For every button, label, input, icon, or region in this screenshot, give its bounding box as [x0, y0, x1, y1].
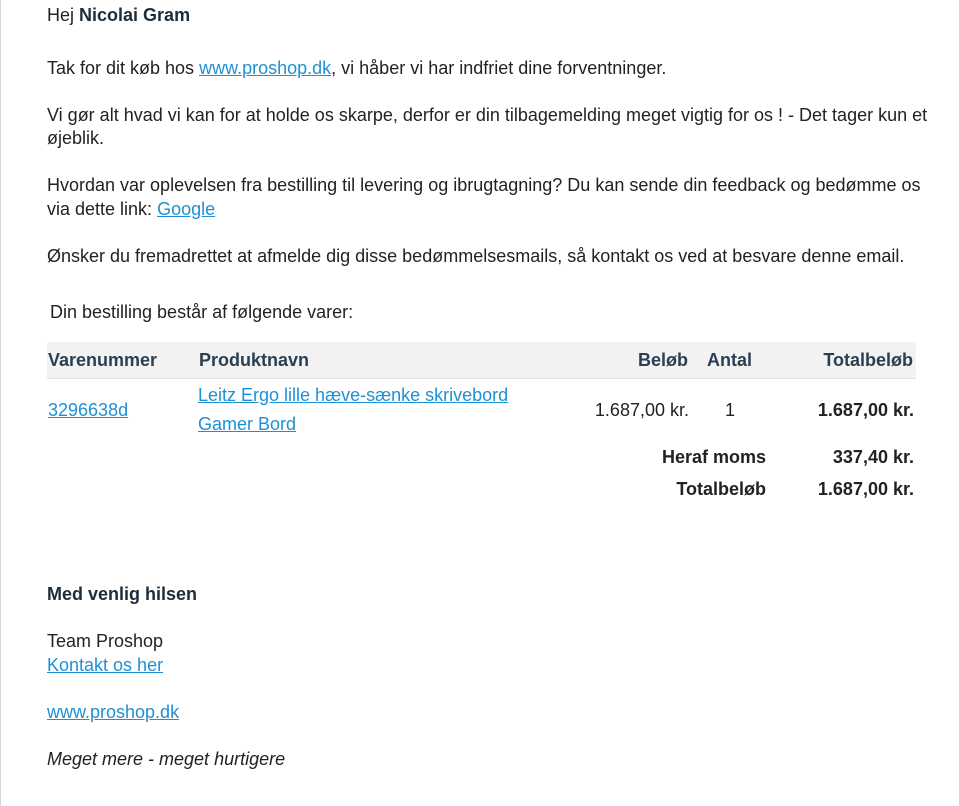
customer-name: Nicolai Gram — [79, 5, 191, 25]
order-intro: Din bestilling består af følgende varer: — [50, 302, 354, 322]
header-total: Totalbeløb — [823, 350, 913, 370]
greeting — [47, 4, 190, 27]
vat-label: Heraf moms — [661, 447, 766, 467]
feedback-importance-line-2: øjeblik. — [47, 128, 105, 148]
order-table-header — [47, 342, 916, 379]
header-product: Produktnavn — [199, 350, 310, 370]
product-total: 1.687,00 kr. — [817, 400, 914, 420]
review-request-line-1: Hvordan var oplevelsen fra bestilling til levering og ibrugtagning? Du kan sende din feedback og bedømme os — [47, 175, 921, 195]
feedback-importance-line-1: Vi gør alt hvad vi kan for at holde os skarpe, derfor er din tilbagemelding meget vigtig for os ! - Det tager kun et — [47, 105, 928, 125]
team-signature: Team Proshop — [47, 631, 164, 651]
review-link-prefix: via dette link: — [47, 199, 153, 219]
contact-link[interactable]: Kontakt os her — [47, 655, 164, 675]
product-qty: 1 — [725, 400, 736, 420]
grand-total-label: Totalbeløb — [676, 479, 766, 499]
product-sku-link[interactable]: 3296638d — [48, 400, 129, 420]
intro-paragraph — [47, 57, 666, 80]
unsubscribe-paragraph: Ønsker du fremadrettet at afmelde dig disse bedømmelsesmails, så kontakt os ved at besvare denne email. — [47, 246, 905, 266]
product-amount: 1.687,00 kr. — [594, 400, 689, 420]
proshop-link[interactable]: www.proshop.dk — [199, 58, 332, 78]
header-amount: Beløb — [637, 350, 688, 370]
google-review-link[interactable]: Google — [157, 199, 216, 219]
website-link[interactable]: www.proshop.dk — [47, 702, 180, 722]
intro-text-before: Tak for dit køb hos — [47, 58, 195, 78]
vat-value: 337,40 kr. — [832, 447, 914, 467]
regards-heading: Med venlig hilsen — [47, 584, 198, 604]
intro-text-after: , vi håber vi har indfriet dine forventninger. — [331, 58, 667, 78]
greeting-prefix: Hej — [47, 5, 75, 25]
product-name-link[interactable]: Leitz Ergo lille hæve-sænke skrivebord — [198, 385, 509, 405]
tagline: Meget mere - meget hurtigere — [47, 749, 286, 769]
review-request-line-2 — [47, 198, 215, 221]
header-sku: Varenummer — [48, 350, 158, 370]
grand-total-value: 1.687,00 kr. — [817, 479, 914, 499]
header-qty: Antal — [707, 350, 752, 370]
product-category-link[interactable]: Gamer Bord — [198, 414, 297, 434]
